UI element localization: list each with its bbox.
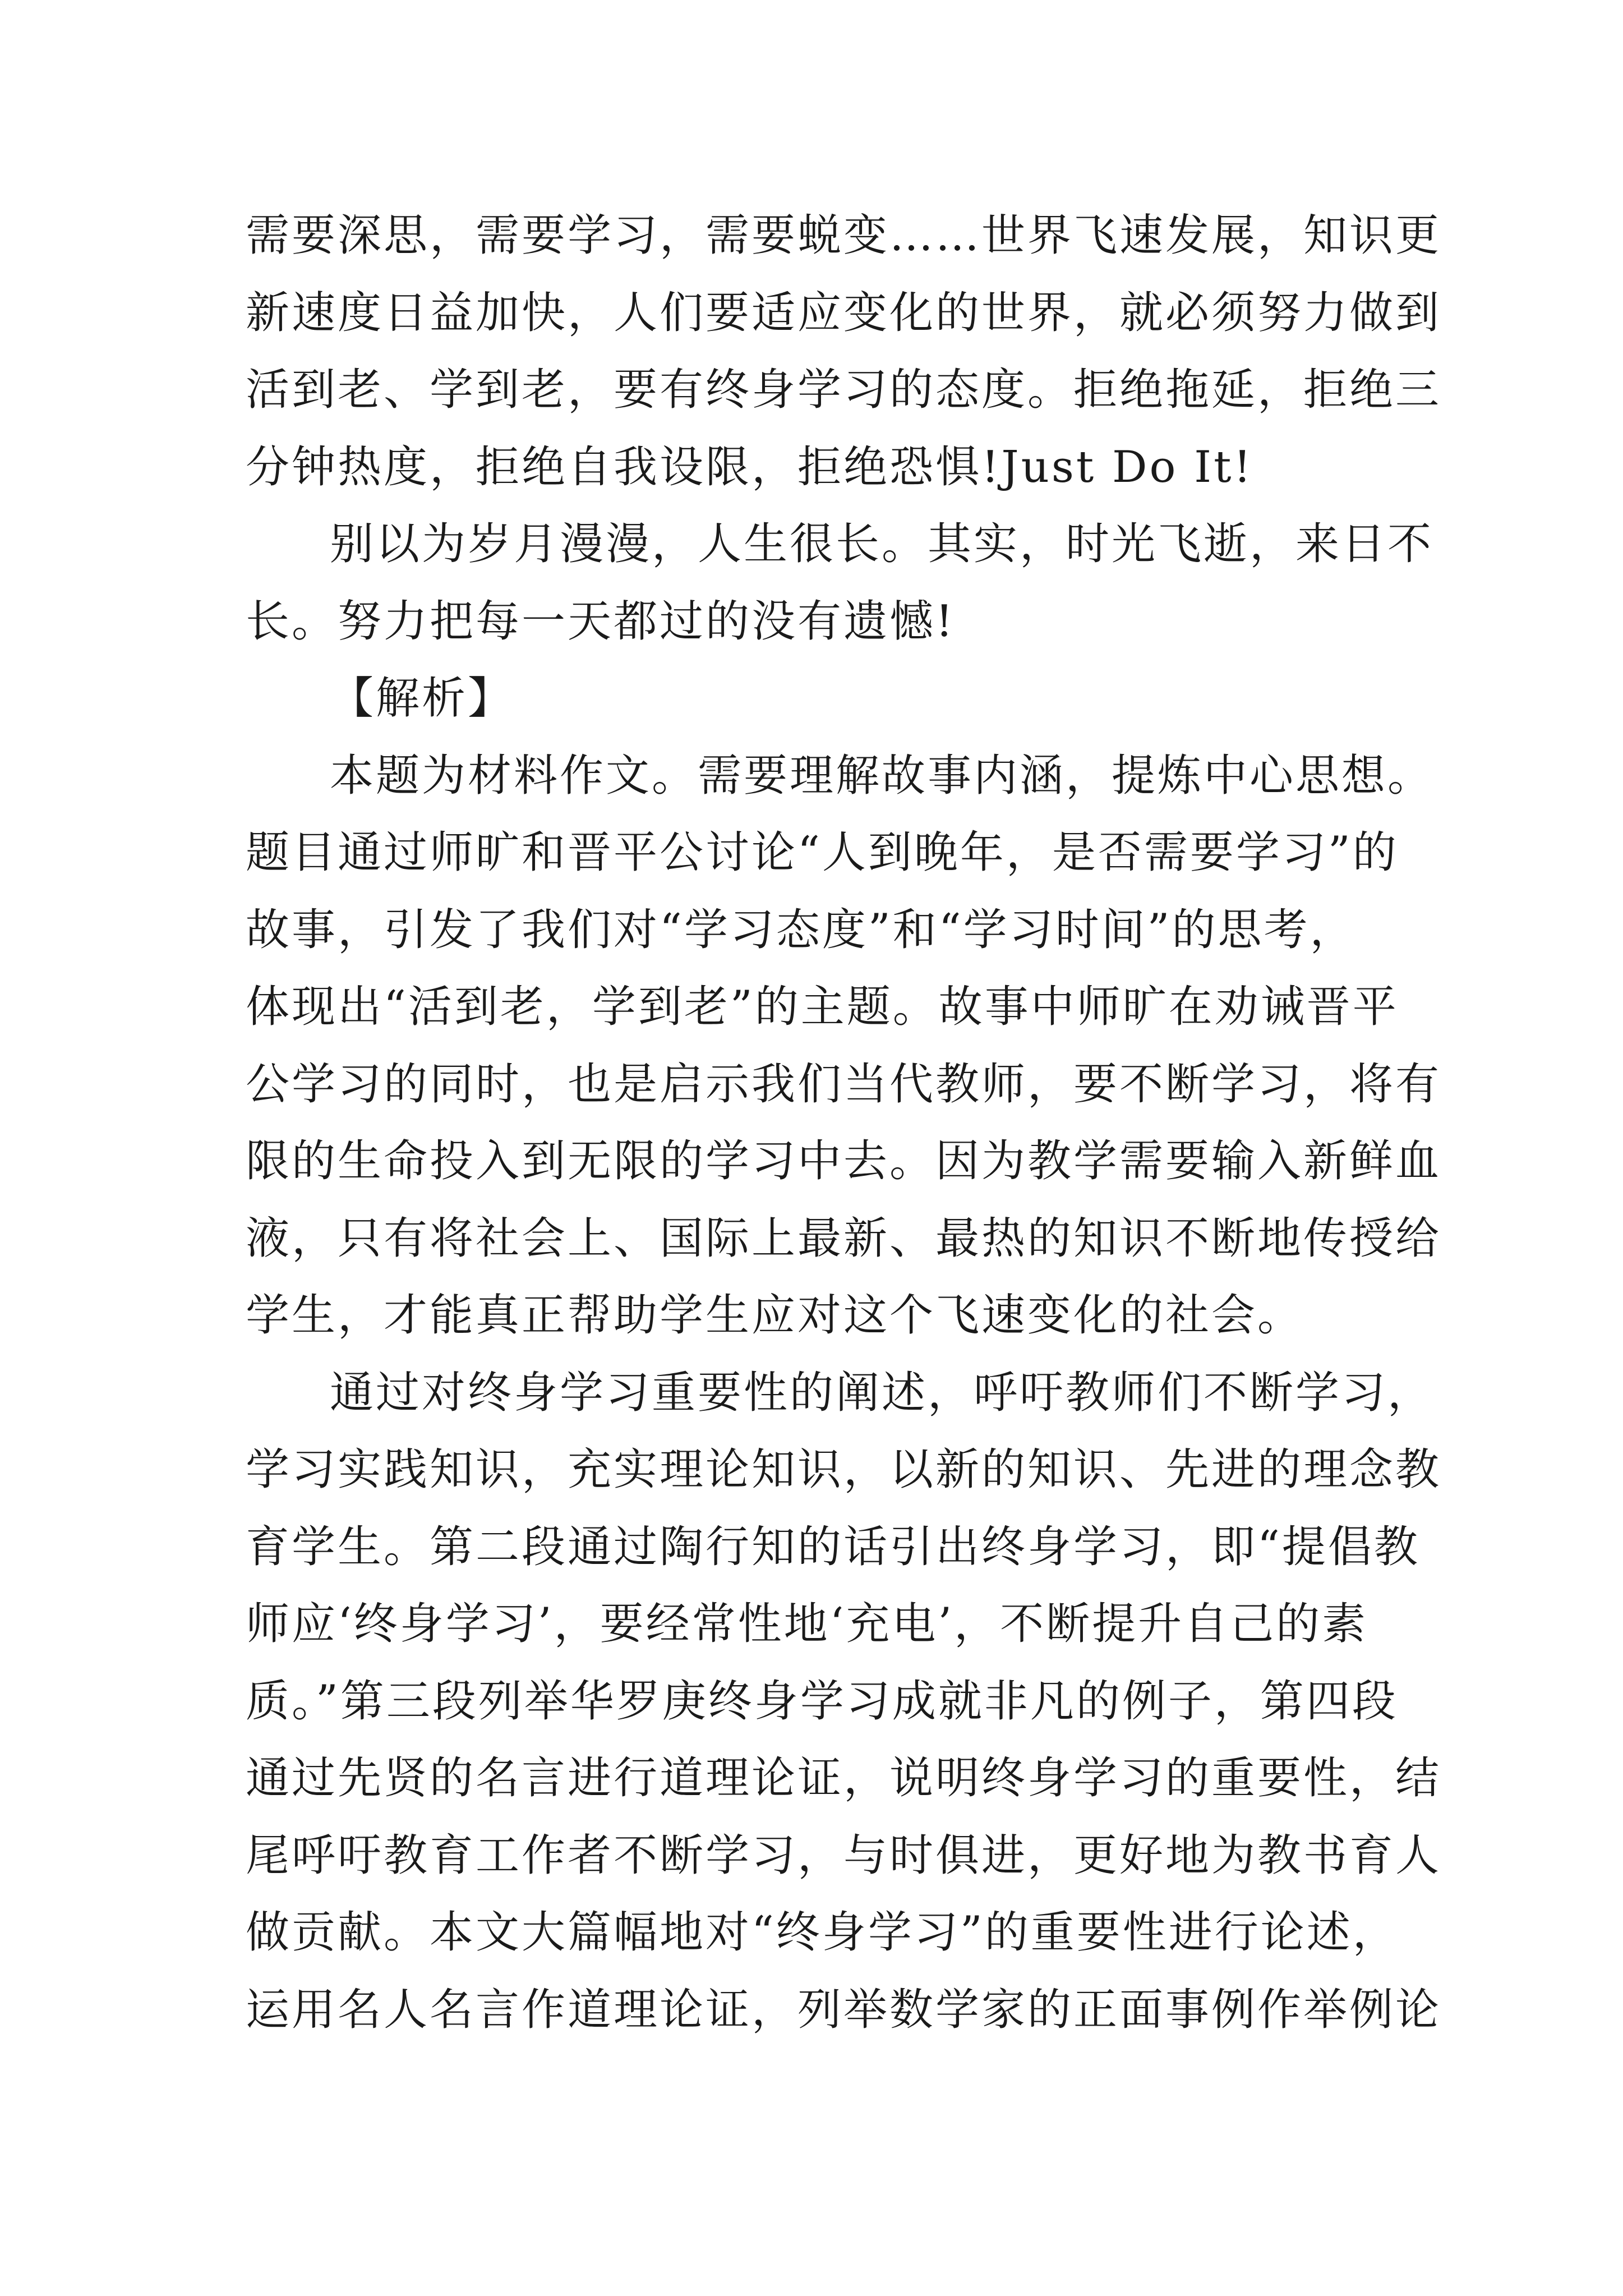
text-line: 学生，才能真正帮助学生应对这个飞速变化的社会。 [246,1290,1304,1341]
text-line: 新速度日益加快，人们要适应变化的世界，就必须努力做到 [246,287,1442,338]
text-line: 学习实践知识，充实理论知识，以新的知识、先进的理念教 [246,1444,1442,1495]
paragraph-start-line: 别以为岁月漫漫，人生很长。其实，时光飞逝，来日不 [330,519,1434,569]
text-line: 故事，引发了我们对“学习态度”和“学习时间”的思考， [246,904,1356,955]
text-line: 分钟热度，拒绝自我设限，拒绝恐惧!Just Do It! [246,441,1253,493]
text-line: 活到老、学到老，要有终身学习的态度。拒绝拖延，拒绝三 [246,365,1442,415]
text-line: 体现出“活到老，学到老”的主题。故事中师旷在劝诫晋平 [246,982,1399,1032]
paragraph-start-line: 本题为材料作文。需要理解故事内涵，提炼中心思想。 [330,750,1434,801]
text-line: 题目通过师旷和晋平公讨论“人到晚年，是否需要学习”的 [246,827,1399,878]
text-line: 限的生命投入到无限的学习中去。因为教学需要输入新鲜血 [246,1136,1442,1186]
essay-body [246,197,1442,2049]
section-heading-analysis: 【解析】 [330,673,514,724]
text-line: 师应‘终身学习’，要经常性地‘充电’，不断提升自己的素 [246,1599,1368,1649]
text-line: 质。”第三段列举华罗庚终身学习成就非凡的例子，第四段 [246,1676,1398,1727]
text-line: 运用名人名言作道理论证，列举数学家的正面事例作举例论 [246,1984,1442,2035]
text-line: 通过先贤的名言进行道理论证，说明终身学习的重要性，结 [246,1753,1442,1803]
text-line: 公学习的同时，也是启示我们当代教师，要不断学习，将有 [246,1059,1442,1110]
text-line: 尾呼吁教育工作者不断学习，与时俱进，更好地为教书育人 [246,1830,1442,1881]
text-line: 液，只有将社会上、国际上最新、最热的知识不断地传授给 [246,1213,1442,1264]
text-line: 长。努力把每一天都过的没有遗憾! [246,596,956,647]
text-line: 需要深思，需要学习，需要蜕变……世界飞速发展，知识更 [246,210,1442,261]
text-line: 育学生。第二段通过陶行知的话引出终身学习，即“提倡教 [246,1521,1420,1572]
text-line: 做贡献。本文大篇幅地对“终身学习”的重要性进行论述， [246,1907,1399,1958]
paragraph-start-line: 通过对终身学习重要性的阐述，呼吁教师们不断学习， [330,1367,1434,1418]
